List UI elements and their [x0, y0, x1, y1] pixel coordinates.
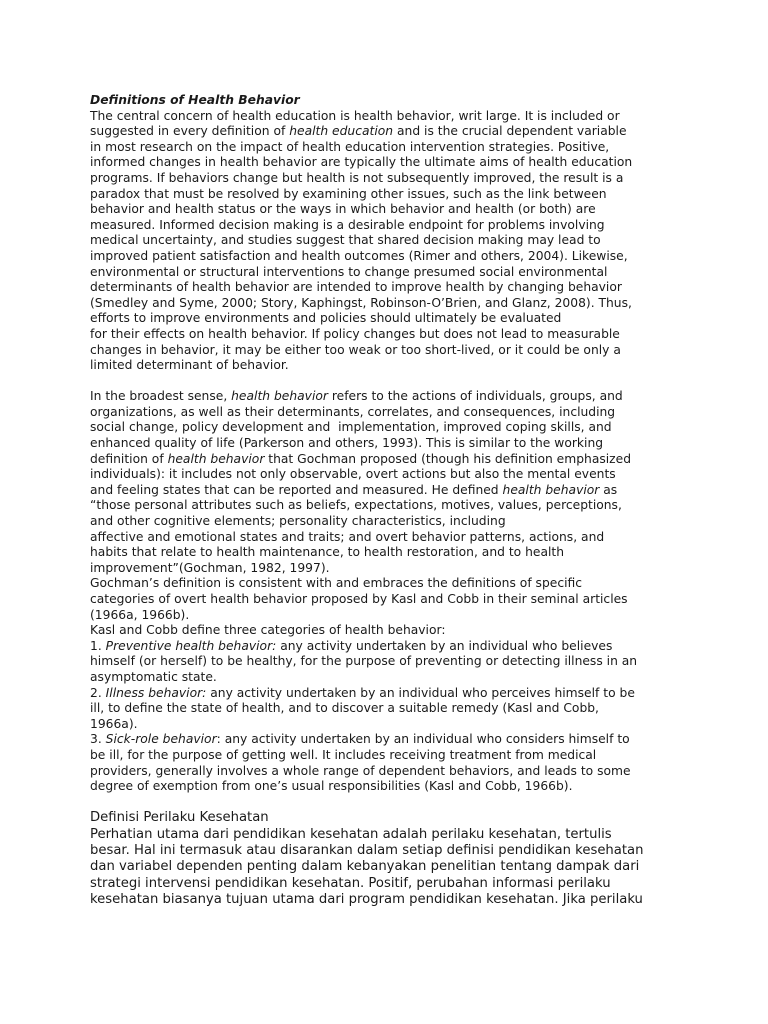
text-run: that Gochman proposed (though his definition emphasized: [264, 451, 631, 466]
text-run: and other cognitive elements; personality characteristics, including: [90, 514, 506, 529]
text-line: [90, 436, 690, 452]
text-run: social change, policy development and implementation, improved coping skills, and: [90, 420, 612, 435]
text-line: [90, 218, 690, 234]
text-line: [90, 732, 690, 748]
text-run: “those personal attributes such as beliefs, expectations, motives, values, perceptions,: [90, 498, 622, 513]
text-line: [90, 748, 690, 764]
text-run: In the broadest sense,: [90, 389, 232, 404]
text-run: paradox that must be resolved by examining other issues, such as the link between: [90, 186, 607, 201]
text-line: [90, 514, 690, 530]
text-run: habits that relate to health maintenance, to health restoration, and to health: [90, 545, 565, 560]
text-run: degree of exemption from one’s usual responsibilities (Kasl and Cobb, 1966b).: [90, 779, 573, 794]
paragraph-definition-intro: [90, 109, 690, 374]
section-heading-id: Definisi Perilaku Kesehatan: [90, 810, 269, 826]
text-run: 1966a).: [90, 716, 138, 731]
text-line: [90, 498, 690, 514]
text-run: ill, to define the state of health, and to discover a suitable remedy (Kasl and Cobb,: [90, 701, 599, 716]
text-run: determinants of health behavior are intended to improve health by changing behavior: [90, 280, 622, 295]
text-run: efforts to improve environments and policies should ultimately be evaluated: [90, 311, 562, 326]
text-line: [90, 827, 690, 843]
text-line: [90, 892, 690, 908]
italic-term: Preventive health behavior:: [105, 638, 277, 653]
text-run: (Smedley and Syme, 2000; Story, Kaphingst, Robinson-O’Brien, and Glanz, 2008). Thus,: [90, 295, 632, 310]
italic-term: Illness behavior:: [105, 685, 207, 700]
text-line: [90, 420, 690, 436]
text-run: improved patient satisfaction and health outcomes (Rimer and others, 2004). Likewise,: [90, 248, 628, 263]
text-line: [90, 843, 690, 859]
text-line: [90, 233, 690, 249]
text-line: [90, 327, 690, 343]
document-page: [90, 93, 690, 908]
text-run: any activity undertaken by an individual who perceives himself to be: [206, 685, 635, 700]
text-line: [90, 608, 690, 624]
text-line: [90, 483, 690, 499]
text-run: suggested in every definition of: [90, 124, 290, 139]
text-run: improvement”(Gochman, 1982, 1997).: [90, 560, 330, 575]
italic-term: health behavior: [502, 482, 600, 497]
text-line: [90, 155, 690, 171]
text-run: limited determinant of behavior.: [90, 358, 289, 373]
text-line: [90, 171, 690, 187]
text-run: (1966a, 1966b).: [90, 607, 190, 622]
text-run: refers to the actions of individuals, groups, and: [327, 389, 623, 404]
text-line: [90, 639, 690, 655]
text-line: [90, 405, 690, 421]
text-line: [90, 592, 690, 608]
text-line: [90, 561, 690, 577]
text-run: in most research on the impact of health education intervention strategies. Positive,: [90, 139, 610, 154]
text-line: [90, 140, 690, 156]
text-line: [90, 623, 690, 639]
text-line: [90, 717, 690, 733]
paragraph-spacer: [90, 374, 690, 390]
text-line: [90, 701, 690, 717]
paragraph-broadest-sense: [90, 389, 690, 794]
text-line: [90, 764, 690, 780]
text-line: [90, 187, 690, 203]
text-line: [90, 545, 690, 561]
italic-term: Sick-role behavior: [105, 732, 217, 747]
text-line: [90, 343, 690, 359]
text-run: enhanced quality of life (Parkerson and others, 1993). This is similar to the working: [90, 436, 604, 451]
text-run: Perhatian utama dari pendidikan kesehatan adalah perilaku kesehatan, tertulis: [90, 826, 612, 842]
text-run: any activity undertaken by an individual who believes: [276, 638, 613, 653]
text-line: [90, 779, 690, 795]
text-line: [90, 311, 690, 327]
text-run: organizations, as well as their determinants, correlates, and consequences, including: [90, 404, 616, 419]
text-run: for their effects on health behavior. If policy changes but does not lead to measurable: [90, 326, 620, 341]
text-line: [90, 670, 690, 686]
text-run: : any activity undertaken by an individual who considers himself to: [216, 732, 630, 747]
paragraph-spacer: [90, 795, 690, 811]
text-line: [90, 280, 690, 296]
text-line: [90, 202, 690, 218]
text-run: 1.: [90, 638, 106, 653]
italic-term: health behavior: [167, 451, 265, 466]
text-run: medical uncertainty, and studies suggest that shared decision making may lead to: [90, 233, 601, 248]
text-run: environmental or structural interventions to change presumed social environmental: [90, 264, 608, 279]
text-run: besar. Hal ini termasuk atau disarankan dalam setiap definisi pendidikan kesehatan: [90, 843, 644, 859]
paragraph-indonesian: [90, 827, 690, 908]
text-run: categories of overt health behavior proposed by Kasl and Cobb in their seminal articles: [90, 592, 628, 606]
text-line: [90, 686, 690, 702]
text-run: changes in behavior, it may be either too weak or too short-lived, or it could be only a: [90, 342, 621, 357]
text-line: [90, 576, 690, 592]
text-line: [90, 124, 690, 140]
text-run: 3.: [90, 732, 106, 747]
text-run: definition of: [90, 451, 168, 466]
italic-term: health education: [289, 124, 394, 139]
text-line: [90, 265, 690, 281]
text-line: [90, 654, 690, 670]
text-run: be ill, for the purpose of getting well. It includes receiving treatment from medical: [90, 747, 597, 762]
text-run: individuals): it includes not only observable, overt actions but also the mental events: [90, 467, 616, 482]
text-run: providers, generally involves a whole range of dependent behaviors, and leads to some: [90, 763, 631, 778]
text-run: Gochman’s definition is consistent with and embraces the definitions of specific: [90, 576, 583, 591]
text-run: and feeling states that can be reported and measured. He defined: [90, 482, 503, 497]
text-run: kesehatan biasanya tujuan utama dari program pendidikan kesehatan. Jika perilaku: [90, 891, 643, 907]
text-run: as: [599, 482, 618, 497]
text-run: informed changes in health behavior are typically the ultimate aims of health education: [90, 155, 633, 170]
text-run: and is the crucial dependent variable: [393, 124, 627, 139]
text-line: [90, 358, 690, 374]
text-line: [90, 249, 690, 265]
text-run: strategi intervensi pendidikan kesehatan. Positif, perubahan informasi perilaku: [90, 875, 611, 891]
text-run: dan variabel dependen penting dalam kebanyakan penelitian tentang dampak dari: [90, 859, 640, 875]
italic-term: health behavior: [231, 389, 328, 404]
text-run: Kasl and Cobb define three categories of health behavior:: [90, 623, 446, 638]
text-run: behavior and health status or the ways in which behavior and health (or both) are: [90, 202, 596, 217]
text-line: [90, 467, 690, 483]
text-run: affective and emotional states and traits; and overt behavior patterns, actions, and: [90, 529, 605, 544]
text-line: [90, 389, 690, 405]
text-run: The central concern of health education is health behavior, writ large. It is included or: [90, 108, 620, 123]
text-run: 2.: [90, 685, 106, 700]
text-run: asymptomatic state.: [90, 669, 217, 684]
text-run: himself (or herself) to be healthy, for the purpose of preventing or detecting illness in an: [90, 654, 638, 669]
text-run: measured. Informed decision making is a desirable endpoint for problems involving: [90, 217, 605, 232]
text-line: [90, 452, 690, 468]
text-line: [90, 296, 690, 312]
text-line: [90, 530, 690, 546]
text-run: programs. If behaviors change but health is not subsequently improved, the result is a: [90, 170, 624, 185]
text-line: [90, 109, 690, 125]
section-heading-en: Definitions of Health Behavior: [90, 93, 300, 107]
text-line: [90, 859, 690, 875]
text-line: [90, 876, 690, 892]
